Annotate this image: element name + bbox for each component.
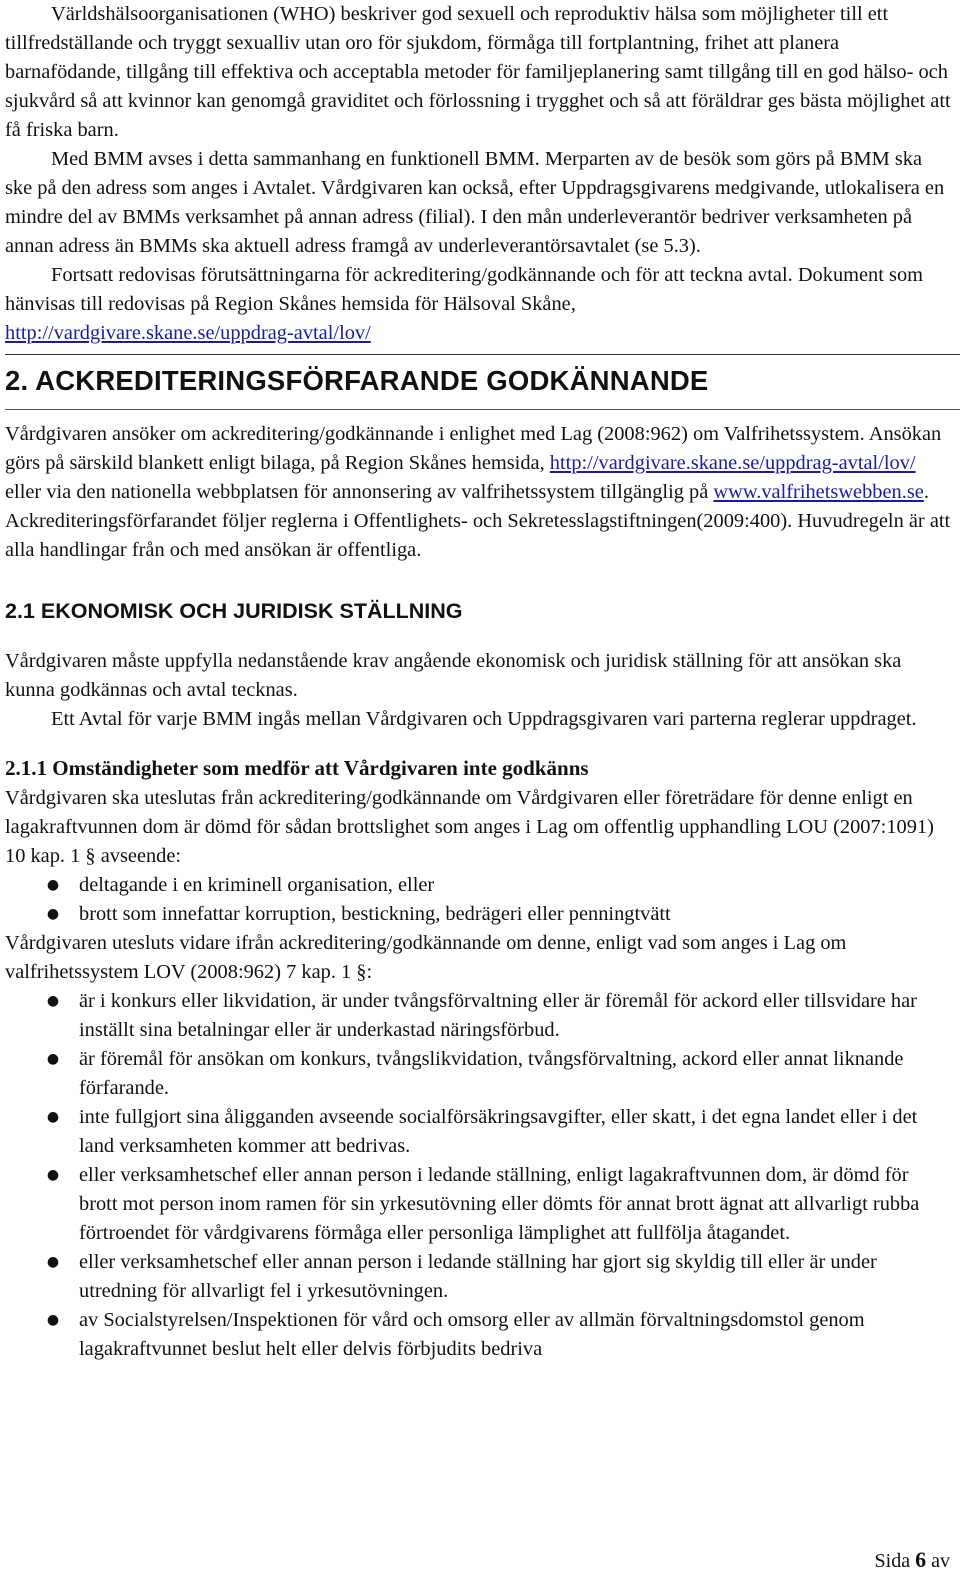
intro-paragraph-1: Världshälsoorganisationen (WHO) beskriver god sexuell och reproduktiv hälsa som möjligheter till ett tillfredställande och tryggt sexualliv utan oro för sjukdom, förmåga till fortplantning, frihet att planera barnafödande, tillgång till effektiva och acceptabla metoder för familjeplanering samt tillgång till en god hälso- och sjukvård så att kvinnor kan genomgå graviditet och förlossning i trygghet och så att föräldrar ges bästa möjlighet att få friska barn. xyxy=(5,3,951,141)
bullet-icon: ● xyxy=(46,1051,60,1067)
footer-prefix: Sida xyxy=(874,1550,911,1572)
hsoval-link[interactable]: http://vardgivare.skane.se/uppdrag-avtal/lov/ xyxy=(5,322,371,344)
vardgivare-link[interactable]: http://vardgivare.skane.se/uppdrag-avtal/lov/ xyxy=(549,452,916,474)
intro-paragraph-2: Med BMM avses i detta sammanhang en funktionell BMM. Merparten av de besök som görs på BMM ska ske på den adress som anges i Avtalet. Vårdgivaren kan också, efter Uppdragsgivarens medgivande, utlokalisera en mindre del av BMMs verksamhet på annan adress (filial). I den mån underleverantör bedriver verksamheten på annan adress än BMMs ska aktuell adress framgå av underleverantörsavtalet (se 5.3). xyxy=(5,148,945,257)
bullet-icon: ● xyxy=(46,1254,60,1270)
list-item: ● eller verksamhetschef eller annan person i ledande ställning, enligt lagakraftvunnen dom, är dömd för brott mot person inom ramen för sin yrkesutövning eller dömts för annat brott ägnat att allvarligt rubba förtroendet för vårdgivarens förmåga eller personliga lämplighet att fullfölja åtagandet. xyxy=(5,1161,952,1248)
list-item: ● deltagande i en kriminell organisation, eller xyxy=(5,871,952,900)
list-item: ● inte fullgjort sina åligganden avseende socialförsäkringsavgifter, eller skatt, i det egna landet eller i det land verksamheten kommer att bedrivas. xyxy=(5,1103,952,1161)
section-2-underline xyxy=(5,409,960,410)
section-2-1-1-paragraph-1: Vårdgivaren ska uteslutas från ackreditering/godkännande om Vårdgivaren eller företrädare för denne enligt en lagakraftvunnen dom är dömd för sådan brottslighet som anges i Lag om offentlig upphandling LOU (2007:1091) 10 kap. 1 § avseende: xyxy=(5,787,934,867)
list-item: ● är i konkurs eller likvidation, är under tvångsförvaltning eller är föremål för ackord eller tillsvidare har inställt sina betalningar eller är underkastad näringsförbud. xyxy=(5,987,952,1045)
section-2-text-c: . Ackrediteringsförfarandet följer reglerna i Offentlighets- och Sekretesslagstiftningen(2009:400). Huvudregeln är att alla handlingar från och med ansökan är offentliga. xyxy=(5,481,951,561)
section-2-1-paragraph-1: Vårdgivaren måste uppfylla nedanstående krav angående ekonomisk och juridisk ställning för att ansökan ska kunna godkännas och avtal tecknas. xyxy=(5,650,902,701)
list-item: ● är föremål för ansökan om konkurs, tvångslikvidation, tvångsförvaltning, ackord eller annat liknande förfarande. xyxy=(5,1045,952,1103)
list-item: ● eller verksamhetschef eller annan person i ledande ställning har gjort sig skyldig till eller är under utredning för allvarligt fel i yrkesutövningen. xyxy=(5,1248,952,1306)
intro-paragraph-3-text: Fortsatt redovisas förutsättningarna för ackreditering/godkännande och för att teckna avtal. Dokument som hänvisas till redovisas på Region Skånes hemsida för Hälsoval Skåne, xyxy=(5,264,923,315)
list-item: ● brott som innefattar korruption, bestickning, bedrägeri eller penningtvätt xyxy=(5,900,952,929)
valfrihetswebben-link[interactable]: www.valfrihetswebben.se xyxy=(713,481,924,503)
exclusion-list-lov xyxy=(5,987,952,1364)
section-divider xyxy=(5,354,960,355)
exclusion-list-lou xyxy=(5,871,952,929)
section-2-paragraph xyxy=(5,420,952,565)
section-2-1-1-heading: 2.1.1 Omständigheter som medför att Vårdgivaren inte godkänns xyxy=(5,756,589,780)
section-2-text-a: Vårdgivaren ansöker om ackreditering/godkännande i enlighet med Lag (2008:962) om Valfrihetssystem. Ansökan görs på särskild blankett enligt bilaga, på Region Skånes hemsida, xyxy=(5,423,942,474)
bullet-icon: ● xyxy=(46,1312,60,1328)
bullet-icon: ● xyxy=(46,993,60,1009)
page-number: 6 xyxy=(915,1547,927,1572)
bullet-icon: ● xyxy=(46,906,60,922)
list-item: ● av Socialstyrelsen/Inspektionen för vård och omsorg eller av allmän förvaltningsdomstol genom lagakraftvunnet beslut helt eller delvis förbjudits bedriva xyxy=(5,1306,952,1364)
bullet-icon: ● xyxy=(46,1109,60,1125)
bullet-icon: ● xyxy=(46,877,60,893)
section-2-text-b: eller via den nationella webbplatsen för annonsering av valfrihetssystem tillgänglig på xyxy=(5,481,714,503)
section-2-heading: 2. ACKREDITERINGSFÖRFARANDE GODKÄNNANDE xyxy=(5,365,709,396)
section-2-1-1-paragraph-2: Vårdgivaren utesluts vidare ifrån ackreditering/godkännande om denne, enligt vad som anges i Lag om valfrihetssystem LOV (2008:962) 7 kap. 1 §: xyxy=(5,932,847,983)
footer-suffix: av xyxy=(931,1550,950,1572)
page-footer xyxy=(875,1545,950,1576)
bullet-icon: ● xyxy=(46,1167,60,1183)
intro-paragraph-3 xyxy=(5,261,952,348)
section-2-1-heading: 2.1 EKONOMISK OCH JURIDISK STÄLLNING xyxy=(5,599,463,623)
section-2-1-paragraph-2: Ett Avtal för varje BMM ingås mellan Vårdgivaren och Uppdragsgivaren vari parterna reglerar uppdraget. xyxy=(51,708,917,730)
